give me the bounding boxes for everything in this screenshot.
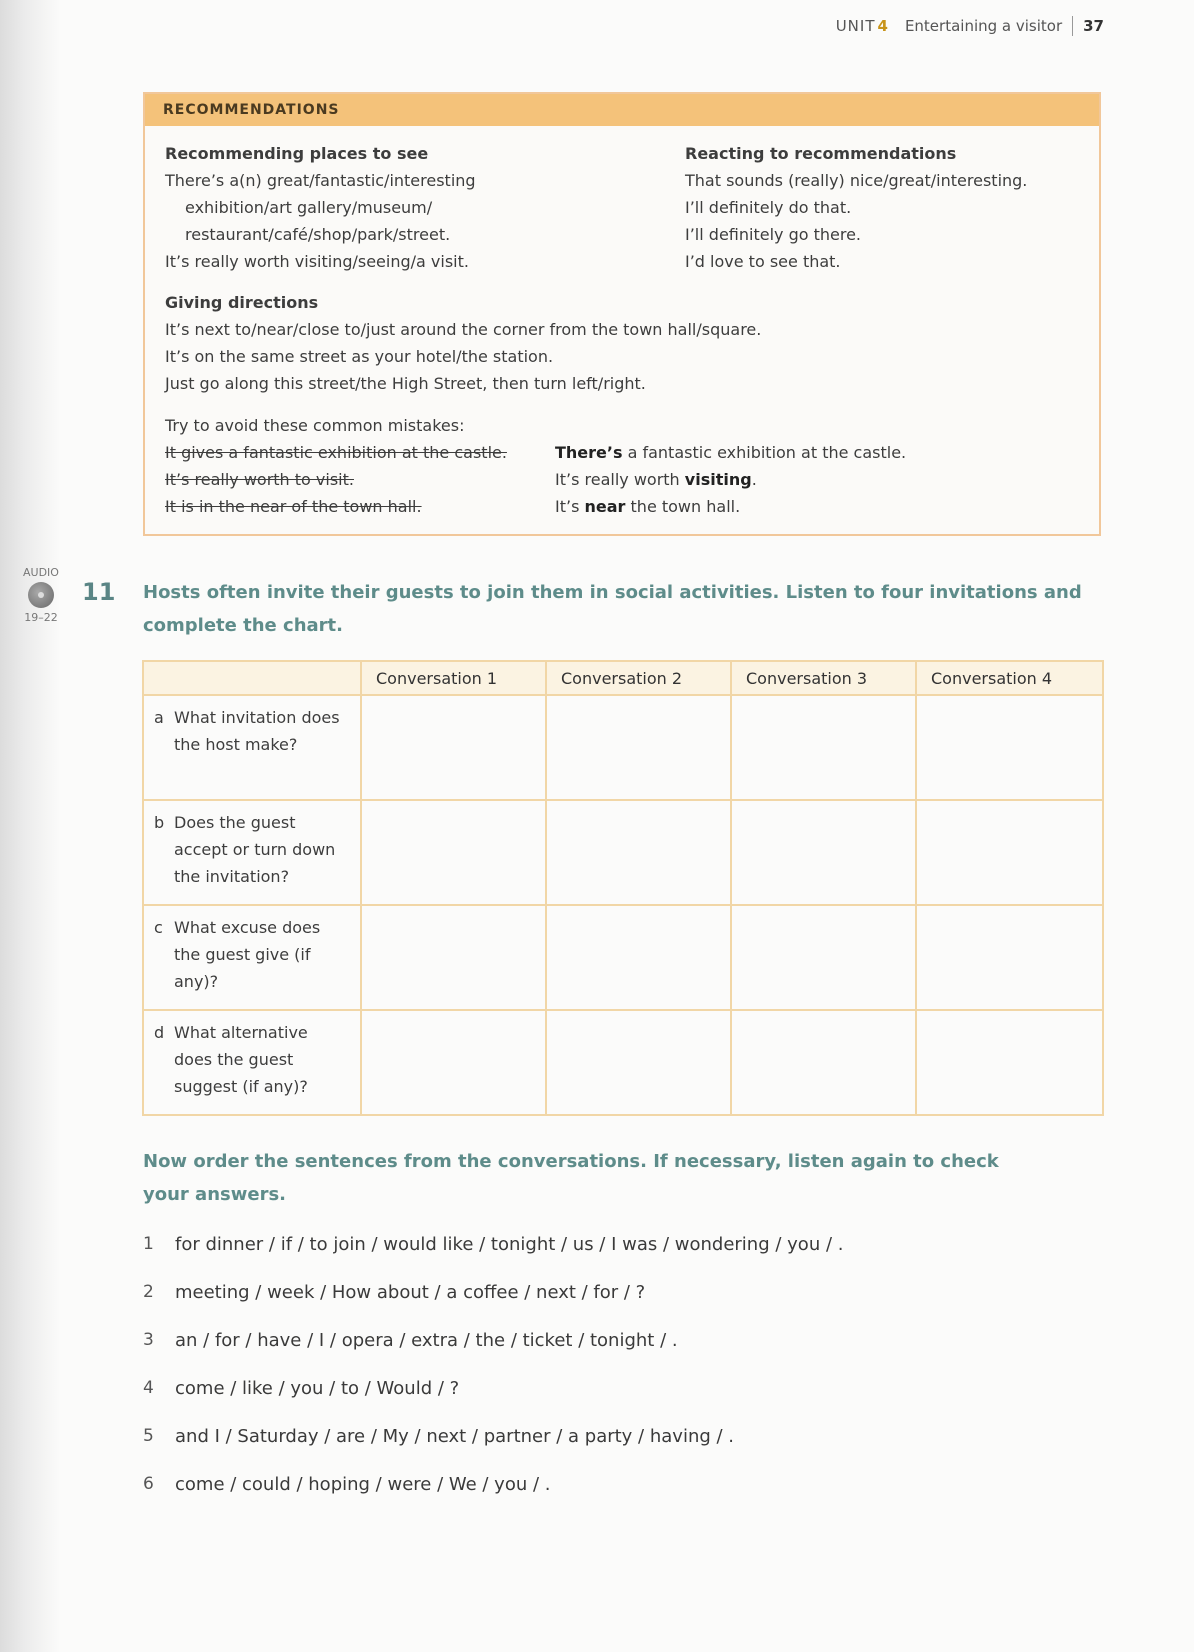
chart-row	[143, 1010, 1103, 1115]
audio-tracks: 19–22	[24, 611, 58, 624]
incorrect-phrase: It’s really worth to visit.	[165, 470, 354, 489]
sentence-list	[143, 1220, 843, 1508]
chart-row	[143, 800, 1103, 905]
answer-cell[interactable]	[546, 695, 731, 800]
answer-cell[interactable]	[361, 695, 546, 800]
list-item: 6 come / could / hoping / were / We / you / .	[143, 1473, 551, 1495]
phrase-line: It’s really worth visiting/seeing/a visit.	[165, 252, 469, 271]
reacting-section	[685, 140, 1027, 275]
incorrect-phrase: It gives a fantastic exhibition at the castle.	[165, 443, 507, 462]
incorrect-phrase: It is in the near of the town hall.	[165, 497, 422, 516]
phrase-line: There’s a(n) great/fantastic/interesting	[165, 171, 476, 190]
recommendations-box	[143, 92, 1101, 536]
recommendations-heading: RECOMMENDATIONS	[145, 94, 1099, 126]
row-question: a What invitation does the host make?	[143, 695, 361, 800]
page-header	[836, 14, 1104, 38]
phrase-line: exhibition/art gallery/museum/	[185, 198, 433, 217]
phrase-line: That sounds (really) nice/great/interesting.	[685, 171, 1028, 190]
correct-phrase: It’s really worth visiting.	[555, 470, 757, 489]
mistake-pair	[165, 493, 906, 520]
correct-phrase: There’s a fantastic exhibition at the castle.	[555, 443, 907, 462]
column-header: Conversation 2	[546, 661, 731, 695]
phrase-line: It’s next to/near/close to/just around the corner from the town hall/square.	[165, 320, 762, 339]
mistakes-intro: Try to avoid these common mistakes:	[165, 416, 465, 435]
column-header: Conversation 4	[916, 661, 1103, 695]
phrase-line: I’ll definitely do that.	[685, 198, 852, 217]
conversation-chart	[142, 660, 1104, 1116]
chart-corner-cell	[143, 661, 361, 695]
answer-cell[interactable]	[916, 905, 1103, 1010]
answer-cell[interactable]	[546, 905, 731, 1010]
section-heading: Giving directions	[165, 293, 319, 312]
audio-cd-icon	[28, 582, 54, 608]
list-item: 5 and I / Saturday / are / My / next / partner / a party / having / .	[143, 1425, 735, 1447]
page-number: 37	[1083, 17, 1104, 35]
audio-label: AUDIO	[23, 566, 59, 579]
unit-label: UNIT 4	[835, 17, 889, 35]
answer-cell[interactable]	[916, 1010, 1103, 1115]
correct-phrase: It’s near the town hall.	[555, 497, 741, 516]
exercise-instruction: Hosts often invite their guests to join them in social activities. Listen to four invitations and complete the chart.	[143, 582, 1082, 636]
column-header: Conversation 3	[731, 661, 916, 695]
answer-cell[interactable]	[546, 1010, 731, 1115]
phrase-line: I’d love to see that.	[685, 252, 841, 271]
mistake-pair	[165, 439, 906, 466]
answer-cell[interactable]	[916, 695, 1103, 800]
giving-directions-section	[165, 289, 761, 397]
answer-cell[interactable]	[546, 800, 731, 905]
phrase-line: restaurant/café/shop/park/street.	[185, 225, 451, 244]
ordering-instruction: Now order the sentences from the conversations. If necessary, listen again to check your answers.	[143, 1151, 999, 1205]
phrase-line: Just go along this street/the High Street, then turn left/right.	[165, 374, 646, 393]
chart-row	[143, 905, 1103, 1010]
recommending-places-section	[165, 140, 476, 275]
section-heading: Reacting to recommendations	[685, 144, 957, 163]
answer-cell[interactable]	[731, 695, 916, 800]
phrase-line: It’s on the same street as your hotel/the station.	[165, 347, 554, 366]
list-item: 1 for dinner / if / to join / would like / tonight / us / I was / wondering / you / .	[143, 1233, 844, 1255]
answer-cell[interactable]	[731, 905, 916, 1010]
column-header: Conversation 1	[361, 661, 546, 695]
header-divider	[1072, 16, 1073, 36]
answer-cell[interactable]	[361, 905, 546, 1010]
answer-cell[interactable]	[361, 800, 546, 905]
audio-marker	[20, 566, 62, 624]
row-question: c What excuse does the guest give (if any)?	[143, 905, 361, 1010]
unit-title: Entertaining a visitor	[904, 17, 1063, 35]
exercise-number: 11	[82, 578, 116, 606]
list-item: 4 come / like / you / to / Would / ?	[143, 1377, 460, 1399]
answer-cell[interactable]	[916, 800, 1103, 905]
section-heading: Recommending places to see	[165, 144, 429, 163]
answer-cell[interactable]	[361, 1010, 546, 1115]
list-item: 2 meeting / week / How about / a coffee / next / for / ?	[143, 1281, 646, 1303]
mistake-pair	[165, 466, 906, 493]
chart-header-row	[143, 661, 1103, 695]
row-question: b Does the guest accept or turn down the invitation?	[143, 800, 361, 905]
answer-cell[interactable]	[731, 800, 916, 905]
list-item: 3 an / for / have / I / opera / extra / the / ticket / tonight / .	[143, 1329, 678, 1351]
common-mistakes-section	[165, 412, 906, 520]
book-spine-shadow	[0, 0, 60, 1652]
chart-row	[143, 695, 1103, 800]
answer-cell[interactable]	[731, 1010, 916, 1115]
row-question: d What alternative does the guest suggest (if any)?	[143, 1010, 361, 1115]
phrase-line: I’ll definitely go there.	[685, 225, 862, 244]
